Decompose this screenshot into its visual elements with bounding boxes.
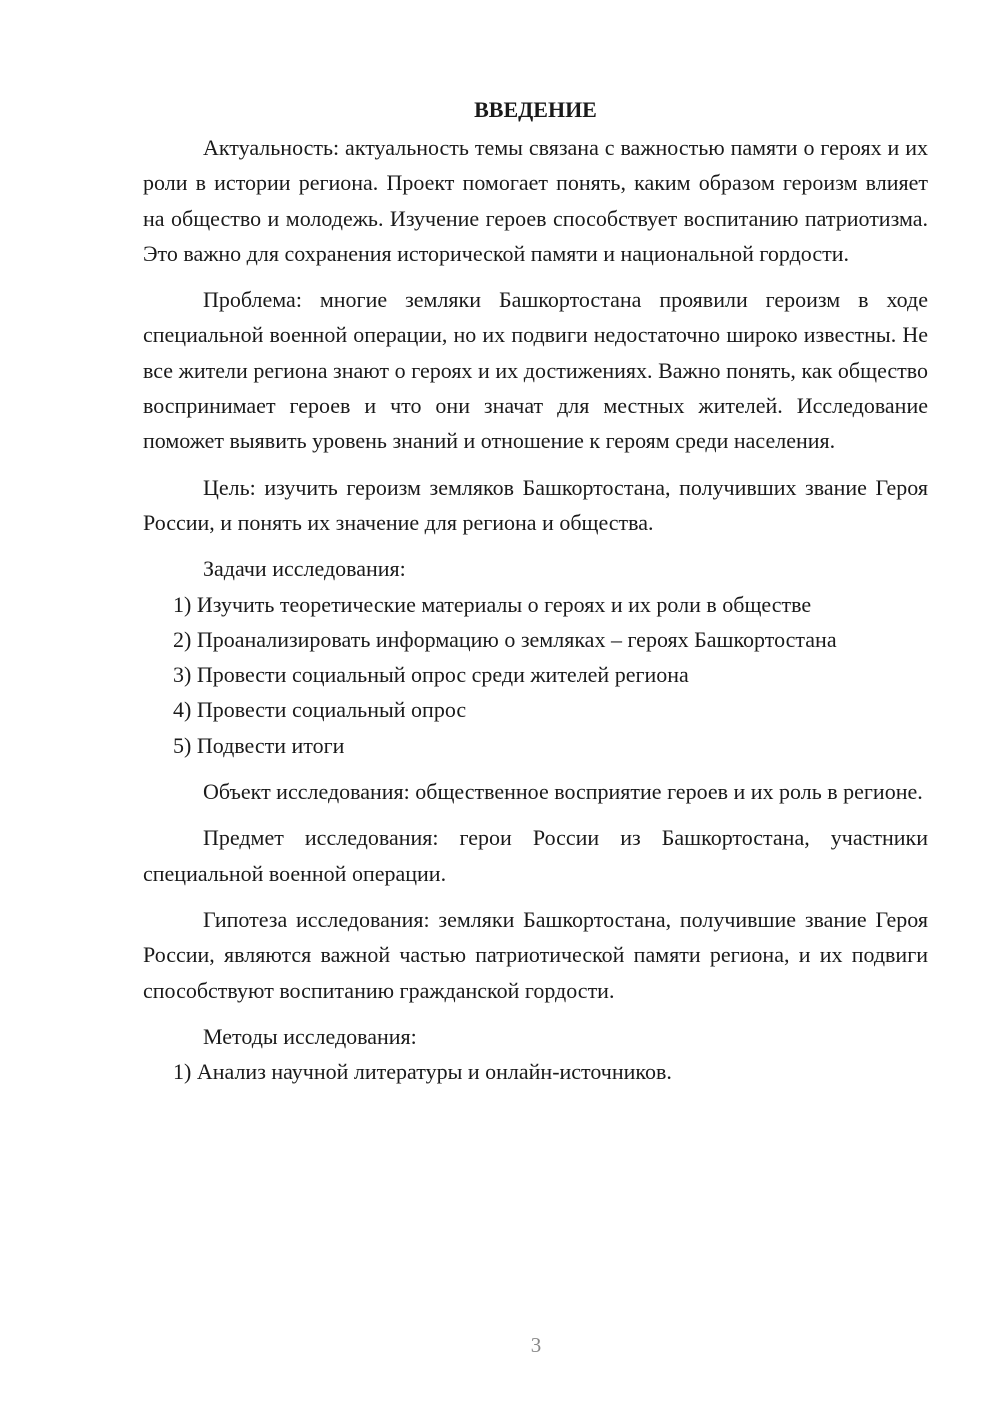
task-item-3: 3) Провести социальный опрос среди жителей региона <box>173 662 689 688</box>
paragraph-object: Объект исследования: общественное восприятие героев и их роль в регионе. <box>203 779 923 805</box>
task-item-5: 5) Подвести итоги <box>173 732 345 758</box>
method-item-1: 1) Анализ научной литературы и онлайн-источников. <box>173 1059 672 1085</box>
paragraph-tasks-heading: Задачи исследования: <box>203 556 406 582</box>
task-item-1: 1) Изучить теоретические материалы о героях и их роли в обществе <box>173 591 812 617</box>
paragraph-hypothesis: Гипотеза исследования: земляки Башкортостана, получившие звание Героя России, являются важной частью патриотической памяти региона, и их подвиги способствуют воспитанию гражданской гордости. <box>143 906 928 1003</box>
page-title: ВВЕДЕНИЕ <box>474 97 597 122</box>
paragraph-goal: Цель: изучить героизм земляков Башкортостана, получивших звание Героя России, и понять их значение для региона и общества. <box>143 474 928 535</box>
paragraph-methods-heading: Методы исследования: <box>203 1023 417 1049</box>
task-item-4: 4) Провести социальный опрос <box>173 697 467 723</box>
page-content <box>143 92 928 1089</box>
paragraph-relevance: Актуальность: актуальность темы связана с важностью памяти о героях и их роли в истории региона. Проект помогает понять, каким образом героизм влияет на общество и молодежь. Изучение героев способствует воспитанию патриотизма. Это важно для сохранения исторической памяти и национальной гордости. <box>143 135 928 266</box>
task-item-2: 2) Проанализировать информацию о земляках – героях Башкортостана <box>173 626 837 652</box>
page-number: 3 <box>530 1333 542 1357</box>
paragraph-subject: Предмет исследования: герои России из Башкортостана, участники специальной военной операции. <box>143 825 928 886</box>
paragraph-problem: Проблема: многие земляки Башкортостана проявили героизм в ходе специальной военной операции, но их подвиги недостаточно широко известны. Не все жители региона знают о героях и их достижениях. Важно понять, как общество воспринимает героев и что они значат для местных жителей. Исследование поможет выявить уровень знаний и отношение к героям среди населения. <box>143 287 928 454</box>
